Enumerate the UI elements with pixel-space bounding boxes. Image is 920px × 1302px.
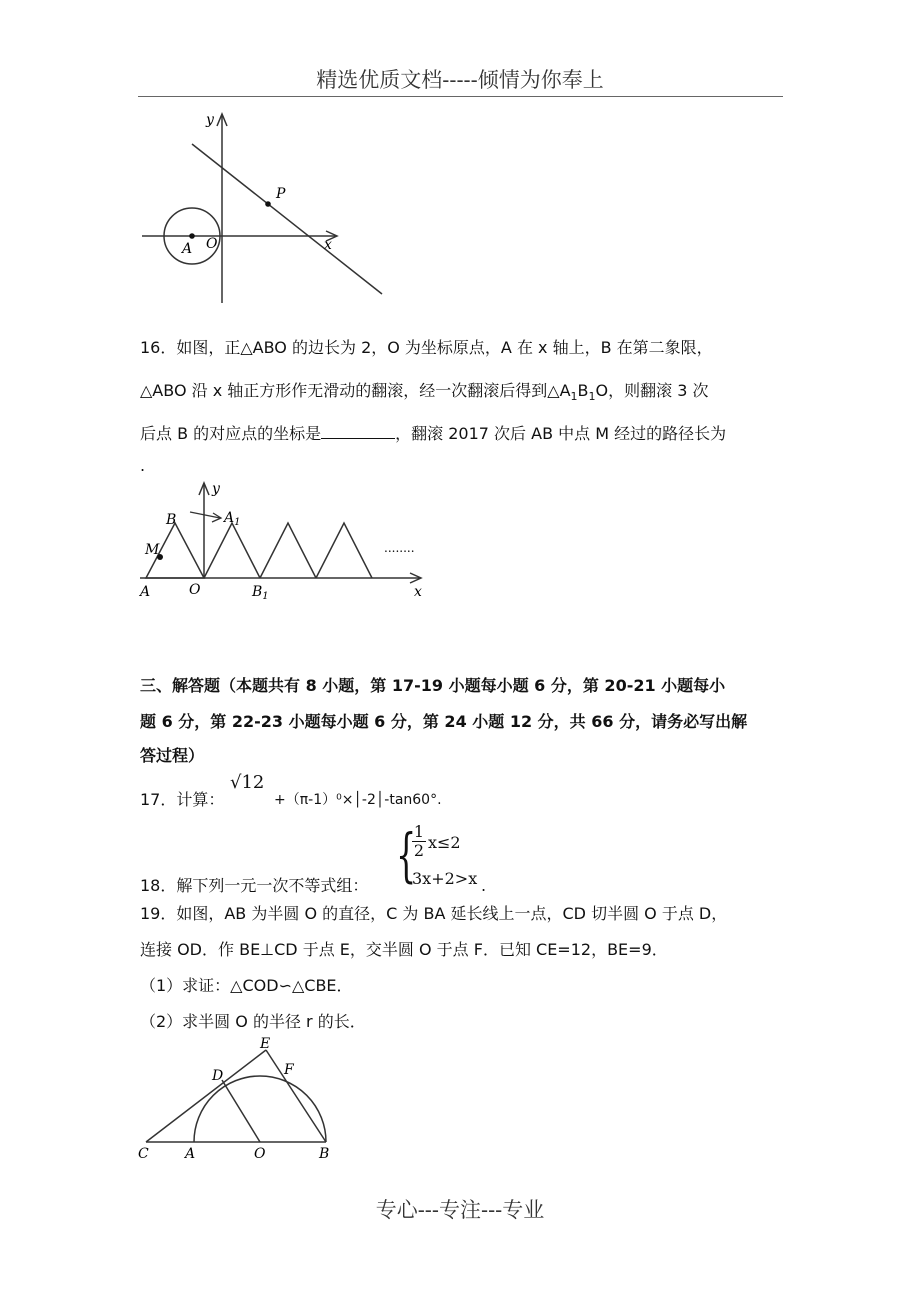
label-a1: $A_1$ — [224, 510, 241, 528]
label-a: A — [182, 241, 193, 257]
label-d: D — [212, 1068, 224, 1084]
line-od — [222, 1080, 260, 1142]
page-header: 精选优质文档-----倾情为你奉上 — [316, 68, 604, 92]
q16-sub1: 1 — [570, 390, 578, 404]
figure-rolling-triangles — [138, 478, 438, 604]
dots: ........ — [384, 541, 415, 555]
figure-semicircle — [136, 1034, 346, 1164]
label-b1: $B_1$ — [252, 584, 269, 602]
q16-line2-post: O，则翻滚 3 次 — [595, 381, 709, 400]
label-o: O — [189, 582, 201, 598]
q16-line4: . — [140, 456, 146, 475]
fraction — [412, 824, 426, 859]
brace: { — [396, 821, 417, 889]
label-y: y — [212, 481, 220, 497]
label-e: E — [260, 1036, 271, 1052]
line-through-p — [192, 144, 382, 294]
q18-label: 18．解下列一元一次不等式组： — [140, 876, 369, 895]
answer-blank[interactable] — [321, 424, 395, 439]
section3-line1: 三、解答题（本题共有 8 小题，第 17-19 小题每小题 6 分，第 20-21 小题每小 — [140, 676, 726, 695]
q18-tail: . — [481, 876, 487, 895]
fraction-den: 2 — [413, 841, 425, 860]
q16-line3-post: ，翻滚 2017 次后 AB 中点 M 经过的路径长为 — [395, 424, 727, 443]
q16-line3 — [140, 424, 726, 444]
label-a: A — [140, 584, 151, 600]
q16-line1: 16．如图，正△ABO 的边长为 2，O 为坐标原点，A 在 x 轴上，B 在第二象限， — [140, 338, 713, 357]
header-divider — [138, 96, 783, 97]
q17-sqrt: √12 — [230, 772, 265, 793]
triangle-2 — [260, 523, 316, 578]
label-m: M — [145, 542, 160, 558]
q19-line2: 连接 OD．作 BE⊥CD 于点 E，交半圆 O 于点 F．已知 CE=12，BE=9． — [140, 940, 668, 959]
label-x: x — [414, 584, 422, 600]
label-a: A — [185, 1146, 196, 1162]
ineq2: 3x+2>x — [412, 869, 478, 888]
page-footer: 专心---专注---专业 — [375, 1198, 545, 1222]
label-o: O — [206, 236, 218, 252]
line-ce — [146, 1050, 266, 1142]
q16-line2 — [140, 381, 708, 407]
q17-label: 17．计算： — [140, 790, 225, 809]
label-y: y — [206, 112, 214, 128]
label-b: B — [319, 1146, 330, 1162]
label-o: O — [254, 1146, 266, 1162]
point-p — [265, 201, 271, 207]
q16-line3-pre: 后点 B 的对应点的坐标是 — [140, 424, 322, 443]
fraction-num: 1 — [413, 822, 425, 841]
line-be — [266, 1050, 326, 1142]
figure-circle-line — [138, 108, 398, 308]
q16-line2-pre: △ABO 沿 x 轴正方形作无滑动的翻滚，经一次翻滚后得到△A — [140, 381, 571, 400]
ineq1-rest: x≤2 — [428, 833, 461, 852]
q19-line1: 19．如图，AB 为半圆 O 的直径，C 为 BA 延长线上一点，CD 切半圆 O 于点 D， — [140, 904, 728, 923]
section3-line3: 答过程） — [140, 746, 205, 765]
q16-line2-mid: B — [577, 381, 589, 400]
label-c: C — [138, 1146, 149, 1162]
section3-line2: 题 6 分，第 22-23 小题每小题 6 分，第 24 小题 12 分，共 66 分，请务必写出解 — [140, 712, 748, 731]
q19-part2: （2）求半圆 O 的半径 r 的长． — [140, 1012, 366, 1031]
q17-rest: +（π-1）⁰×│-2│-tan60°. — [274, 792, 442, 808]
label-p: P — [276, 186, 286, 202]
label-x: x — [324, 237, 332, 253]
label-f: F — [284, 1062, 294, 1078]
semicircle-o — [194, 1076, 326, 1142]
point-a — [189, 233, 195, 239]
inequality-system — [396, 822, 506, 894]
triangle-1 — [204, 523, 260, 578]
q16-sub2: 1 — [588, 390, 596, 404]
q19-part1: （1）求证：△COD∽△CBE． — [140, 976, 353, 995]
label-b: B — [166, 512, 177, 528]
triangle-3 — [316, 523, 372, 578]
